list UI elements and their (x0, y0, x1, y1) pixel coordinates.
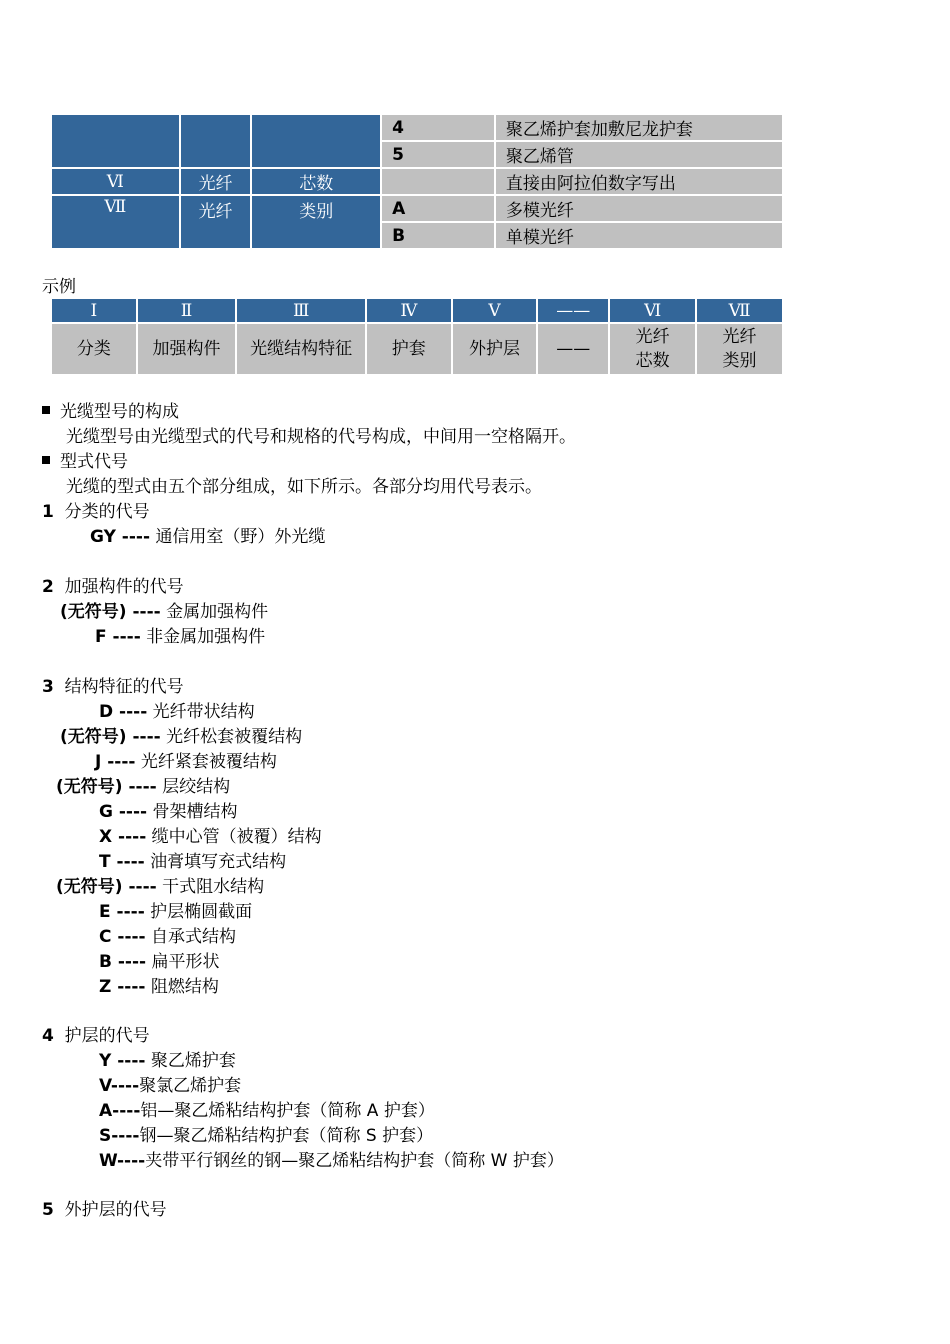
category-cell: 光纤 (180, 168, 252, 195)
list-item (99, 850, 286, 874)
header-cell: Ⅱ (137, 298, 237, 323)
code-label: X ---- (99, 827, 147, 847)
code-description: 聚氯乙烯护套 (139, 1076, 242, 1096)
list-item (99, 825, 322, 849)
list-item (99, 800, 238, 824)
code-description: 铝—聚乙烯粘结构护套（简称 A 护套） (140, 1101, 435, 1121)
table-cell (180, 114, 252, 168)
code-description: 阻燃结构 (150, 977, 219, 997)
table-cell (51, 114, 180, 168)
table-row (51, 114, 783, 141)
code-label: J ---- (95, 752, 136, 772)
code-description: 光纤松套被覆结构 (166, 727, 303, 747)
code-label: C ---- (99, 927, 146, 947)
list-item (95, 625, 265, 649)
list-item (99, 900, 252, 924)
example-label: 示例 (42, 277, 76, 297)
list-item (90, 525, 325, 549)
header-cell: —— (537, 298, 609, 323)
code-description: 护层椭圆截面 (150, 902, 253, 922)
code-label: Y ---- (99, 1051, 146, 1071)
part-heading (42, 575, 184, 599)
table-cell: 外护层 (452, 323, 538, 375)
code-description: 扁平形状 (151, 952, 220, 972)
section-title: 光缆型号的构成 (60, 402, 179, 422)
code-label: A---- (99, 1101, 141, 1121)
table-cell: 护套 (366, 323, 452, 375)
table-cell: 光纤类别 (696, 323, 783, 375)
code-description: 光纤带状结构 (152, 702, 255, 722)
code-description: 干式阻水结构 (162, 877, 265, 897)
header-cell: Ⅶ (696, 298, 783, 323)
description-cell: 直接由阿拉伯数字写出 (495, 168, 783, 195)
table-header-row (51, 298, 783, 323)
header-cell: Ⅵ (609, 298, 696, 323)
table-row (51, 168, 783, 195)
table-cell: 加强构件 (137, 323, 237, 375)
table-cell: —— (537, 323, 609, 375)
code-label: Z ---- (99, 977, 146, 997)
square-bullet-icon (42, 456, 50, 464)
code-label: E ---- (99, 902, 145, 922)
code-table-continued (50, 113, 784, 250)
code-description: 骨架槽结构 (152, 802, 238, 822)
code-description: 钢—聚乙烯粘结构护套（简称 S 护套） (139, 1126, 434, 1146)
part-heading (42, 500, 150, 524)
code-description: 层绞结构 (162, 777, 231, 797)
code-label: S---- (99, 1126, 140, 1146)
code-cell: B (381, 222, 495, 249)
part-title: 加强构件的代号 (64, 577, 184, 597)
table-cell: 光纤芯数 (609, 323, 696, 375)
section-title: 型式代号 (60, 452, 128, 472)
code-cell: 4 (381, 114, 495, 141)
code-description: 缆中心管（被覆）结构 (151, 827, 322, 847)
code-description: 金属加强构件 (166, 602, 269, 622)
part-number: 5 (42, 1200, 54, 1220)
description-cell: 多模光纤 (495, 195, 783, 222)
paragraph: 光缆型号由光缆型式的代号和规格的代号构成，中间用一空格隔开。 (66, 427, 576, 447)
header-cell: Ⅰ (51, 298, 137, 323)
section-heading (42, 450, 128, 474)
part-number: 1 (42, 502, 54, 522)
code-description: 自承式结构 (151, 927, 237, 947)
list-item (99, 1074, 241, 1098)
list-item (99, 925, 236, 949)
subcategory-cell: 芯数 (251, 168, 381, 195)
roman-numeral-cell: Ⅵ (51, 168, 180, 195)
code-description: 非金属加强构件 (146, 627, 266, 647)
list-item (99, 1049, 236, 1073)
list-item (95, 750, 277, 774)
part-title: 外护层的代号 (64, 1200, 167, 1220)
part-title: 护层的代号 (64, 1026, 150, 1046)
list-item (56, 875, 264, 899)
code-label: (无符号) ---- (56, 877, 157, 897)
part-heading (42, 1024, 150, 1048)
code-description: 聚乙烯护套 (150, 1051, 236, 1071)
table-row (51, 195, 783, 222)
code-description: 油膏填写充式结构 (150, 852, 287, 872)
description-cell: 聚乙烯护套加敷尼龙护套 (495, 114, 783, 141)
code-description: 夹带平行钢丝的钢—聚乙烯粘结构护套（简称 W 护套） (145, 1151, 564, 1171)
header-cell: Ⅲ (236, 298, 366, 323)
table-row (51, 323, 783, 375)
code-label: (无符号) ---- (56, 777, 157, 797)
code-label: W---- (99, 1151, 146, 1171)
table-cell (251, 114, 381, 168)
code-label: F ---- (95, 627, 141, 647)
list-item (99, 975, 219, 999)
code-label: T ---- (99, 852, 145, 872)
list-item (99, 700, 255, 724)
header-cell: Ⅴ (452, 298, 538, 323)
part-title: 分类的代号 (64, 502, 150, 522)
list-item (60, 725, 302, 749)
roman-numeral-cell: Ⅶ (51, 195, 180, 249)
part-title: 结构特征的代号 (64, 677, 184, 697)
description-cell: 单模光纤 (495, 222, 783, 249)
section-heading (42, 400, 179, 424)
subcategory-cell: 类别 (251, 195, 381, 249)
part-number: 4 (42, 1026, 54, 1046)
table-cell: 光缆结构特征 (236, 323, 366, 375)
part-number: 2 (42, 577, 54, 597)
list-item (99, 1149, 564, 1173)
code-cell: 5 (381, 141, 495, 168)
code-label: (无符号) ---- (60, 727, 161, 747)
paragraph: 光缆的型式由五个部分组成，如下所示。各部分均用代号表示。 (66, 477, 542, 497)
category-cell: 光纤 (180, 195, 252, 249)
code-cell: A (381, 195, 495, 222)
description-cell: 聚乙烯管 (495, 141, 783, 168)
code-label: (无符号) ---- (60, 602, 161, 622)
code-cell (381, 168, 495, 195)
list-item (60, 600, 268, 624)
list-item (99, 1124, 433, 1148)
list-item (99, 950, 220, 974)
header-cell: Ⅳ (366, 298, 452, 323)
part-heading (42, 1198, 167, 1222)
code-label: G ---- (99, 802, 148, 822)
part-number: 3 (42, 677, 54, 697)
example-table (50, 297, 784, 376)
table-cell: 分类 (51, 323, 137, 375)
part-heading (42, 675, 184, 699)
code-label: GY ---- (90, 527, 151, 547)
code-label: D ---- (99, 702, 148, 722)
list-item (56, 775, 230, 799)
code-label: V---- (99, 1076, 140, 1096)
list-item (99, 1099, 435, 1123)
square-bullet-icon (42, 406, 50, 414)
code-label: B ---- (99, 952, 147, 972)
code-description: 光纤紧套被覆结构 (140, 752, 277, 772)
code-description: 通信用室（野）外光缆 (155, 527, 326, 547)
